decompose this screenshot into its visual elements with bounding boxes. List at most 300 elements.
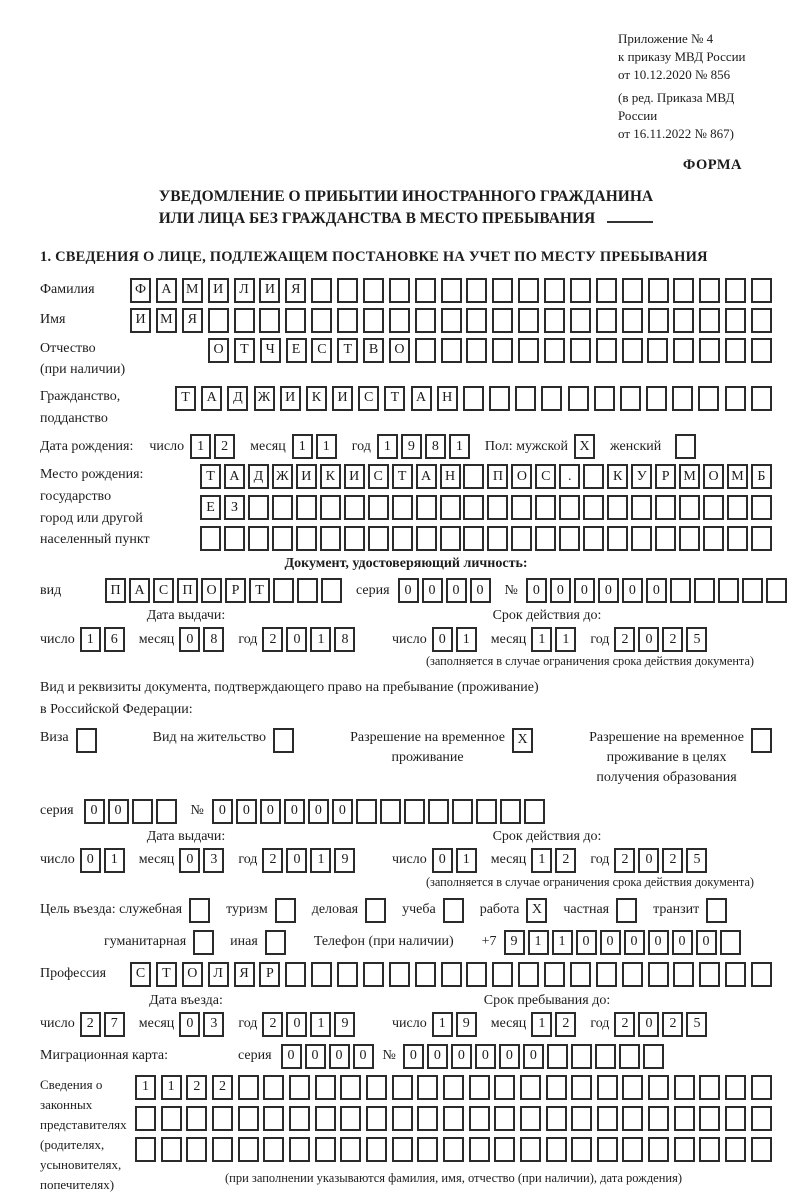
char-cell[interactable] bbox=[674, 1137, 695, 1162]
char-cell[interactable]: О bbox=[389, 338, 410, 363]
char-cell[interactable] bbox=[674, 1106, 695, 1131]
purpose-tourism-checkbox[interactable] bbox=[275, 898, 296, 923]
char-cell[interactable]: 0 bbox=[236, 799, 257, 824]
char-cell[interactable] bbox=[417, 1106, 438, 1131]
char-cell[interactable] bbox=[571, 1044, 592, 1069]
char-cell[interactable]: О bbox=[703, 464, 724, 489]
char-cell[interactable] bbox=[583, 526, 604, 551]
char-cell[interactable]: 0 bbox=[286, 848, 307, 873]
char-cell[interactable] bbox=[476, 799, 497, 824]
char-cell[interactable] bbox=[363, 308, 384, 333]
char-cell[interactable]: 7 bbox=[104, 1012, 125, 1037]
char-cell[interactable] bbox=[725, 386, 746, 411]
char-cell[interactable]: 0 bbox=[696, 930, 717, 955]
char-cell[interactable]: 0 bbox=[638, 627, 659, 652]
char-cell[interactable] bbox=[452, 799, 473, 824]
char-cell[interactable]: С bbox=[153, 578, 174, 603]
char-cell[interactable]: А bbox=[129, 578, 150, 603]
char-cell[interactable]: С bbox=[358, 386, 379, 411]
char-cell[interactable] bbox=[273, 578, 294, 603]
char-cell[interactable] bbox=[673, 308, 694, 333]
char-cell[interactable] bbox=[289, 1075, 310, 1100]
char-cell[interactable]: 0 bbox=[84, 799, 105, 824]
char-cell[interactable] bbox=[699, 278, 720, 303]
temporary-residence-education-checkbox[interactable] bbox=[751, 728, 772, 753]
char-cell[interactable]: Ч bbox=[260, 338, 281, 363]
char-cell[interactable] bbox=[674, 1075, 695, 1100]
char-cell[interactable]: Т bbox=[156, 962, 177, 987]
char-cell[interactable]: М bbox=[727, 464, 748, 489]
char-cell[interactable]: 2 bbox=[555, 848, 576, 873]
char-cell[interactable] bbox=[727, 495, 748, 520]
char-cell[interactable]: О bbox=[182, 962, 203, 987]
char-cell[interactable]: Н bbox=[440, 464, 461, 489]
char-cell[interactable]: 5 bbox=[686, 1012, 707, 1037]
char-cell[interactable] bbox=[520, 1137, 541, 1162]
char-cell[interactable] bbox=[234, 308, 255, 333]
char-cell[interactable]: О bbox=[201, 578, 222, 603]
char-cell[interactable] bbox=[546, 1137, 567, 1162]
char-cell[interactable]: А bbox=[411, 386, 432, 411]
char-cell[interactable] bbox=[311, 962, 332, 987]
char-cell[interactable]: Ж bbox=[254, 386, 275, 411]
char-cell[interactable]: 1 bbox=[292, 434, 313, 459]
char-cell[interactable] bbox=[725, 308, 746, 333]
char-cell[interactable] bbox=[404, 799, 425, 824]
char-cell[interactable] bbox=[559, 495, 580, 520]
char-cell[interactable] bbox=[392, 1137, 413, 1162]
char-cell[interactable]: 2 bbox=[262, 627, 283, 652]
char-cell[interactable] bbox=[518, 308, 539, 333]
char-cell[interactable] bbox=[570, 338, 591, 363]
char-cell[interactable]: 0 bbox=[260, 799, 281, 824]
char-cell[interactable]: . bbox=[559, 464, 580, 489]
char-cell[interactable]: 2 bbox=[614, 1012, 635, 1037]
char-cell[interactable] bbox=[699, 1106, 720, 1131]
char-cell[interactable] bbox=[272, 495, 293, 520]
char-cell[interactable]: Я bbox=[182, 308, 203, 333]
char-cell[interactable] bbox=[487, 495, 508, 520]
char-cell[interactable]: 0 bbox=[179, 627, 200, 652]
char-cell[interactable] bbox=[648, 278, 669, 303]
char-cell[interactable] bbox=[518, 278, 539, 303]
char-cell[interactable]: 1 bbox=[377, 434, 398, 459]
char-cell[interactable] bbox=[751, 1075, 772, 1100]
char-cell[interactable] bbox=[380, 799, 401, 824]
char-cell[interactable] bbox=[596, 278, 617, 303]
char-cell[interactable]: Т bbox=[384, 386, 405, 411]
char-cell[interactable] bbox=[727, 526, 748, 551]
char-cell[interactable] bbox=[469, 1137, 490, 1162]
char-cell[interactable]: 2 bbox=[662, 848, 683, 873]
char-cell[interactable]: 8 bbox=[203, 627, 224, 652]
char-cell[interactable]: А bbox=[416, 464, 437, 489]
char-cell[interactable]: С bbox=[368, 464, 389, 489]
char-cell[interactable] bbox=[320, 526, 341, 551]
char-cell[interactable] bbox=[337, 278, 358, 303]
char-cell[interactable] bbox=[285, 308, 306, 333]
char-cell[interactable]: 0 bbox=[329, 1044, 350, 1069]
char-cell[interactable] bbox=[440, 495, 461, 520]
char-cell[interactable]: Т bbox=[200, 464, 221, 489]
char-cell[interactable]: Е bbox=[286, 338, 307, 363]
char-cell[interactable]: 9 bbox=[334, 1012, 355, 1037]
char-cell[interactable]: 1 bbox=[310, 848, 331, 873]
char-cell[interactable]: Ж bbox=[272, 464, 293, 489]
char-cell[interactable]: 0 bbox=[600, 930, 621, 955]
char-cell[interactable] bbox=[648, 308, 669, 333]
char-cell[interactable] bbox=[518, 338, 539, 363]
char-cell[interactable]: 2 bbox=[662, 627, 683, 652]
char-cell[interactable] bbox=[272, 526, 293, 551]
char-cell[interactable]: 6 bbox=[104, 627, 125, 652]
char-cell[interactable] bbox=[524, 799, 545, 824]
char-cell[interactable] bbox=[156, 799, 177, 824]
char-cell[interactable]: 0 bbox=[638, 1012, 659, 1037]
char-cell[interactable]: 3 bbox=[203, 1012, 224, 1037]
char-cell[interactable]: 2 bbox=[262, 848, 283, 873]
char-cell[interactable]: 0 bbox=[286, 627, 307, 652]
char-cell[interactable]: 1 bbox=[432, 1012, 453, 1037]
char-cell[interactable]: Т bbox=[234, 338, 255, 363]
char-cell[interactable]: 0 bbox=[622, 578, 643, 603]
char-cell[interactable] bbox=[161, 1106, 182, 1131]
char-cell[interactable] bbox=[751, 1137, 772, 1162]
char-cell[interactable] bbox=[596, 962, 617, 987]
char-cell[interactable] bbox=[751, 386, 772, 411]
char-cell[interactable] bbox=[135, 1106, 156, 1131]
char-cell[interactable] bbox=[389, 962, 410, 987]
char-cell[interactable]: 2 bbox=[555, 1012, 576, 1037]
char-cell[interactable]: И bbox=[208, 278, 229, 303]
purpose-humanitarian-checkbox[interactable] bbox=[193, 930, 214, 955]
char-cell[interactable] bbox=[597, 1106, 618, 1131]
char-cell[interactable] bbox=[263, 1106, 284, 1131]
char-cell[interactable] bbox=[655, 495, 676, 520]
char-cell[interactable] bbox=[224, 526, 245, 551]
purpose-study-checkbox[interactable] bbox=[443, 898, 464, 923]
char-cell[interactable]: Т bbox=[337, 338, 358, 363]
char-cell[interactable] bbox=[559, 526, 580, 551]
char-cell[interactable] bbox=[720, 930, 741, 955]
char-cell[interactable] bbox=[751, 278, 772, 303]
char-cell[interactable] bbox=[571, 1137, 592, 1162]
char-cell[interactable]: 0 bbox=[475, 1044, 496, 1069]
char-cell[interactable]: О bbox=[511, 464, 532, 489]
char-cell[interactable] bbox=[546, 1106, 567, 1131]
char-cell[interactable] bbox=[263, 1075, 284, 1100]
char-cell[interactable] bbox=[161, 1137, 182, 1162]
char-cell[interactable]: 0 bbox=[427, 1044, 448, 1069]
char-cell[interactable] bbox=[544, 338, 565, 363]
char-cell[interactable] bbox=[607, 495, 628, 520]
char-cell[interactable] bbox=[571, 1075, 592, 1100]
char-cell[interactable] bbox=[248, 526, 269, 551]
char-cell[interactable]: 2 bbox=[80, 1012, 101, 1037]
char-cell[interactable]: 0 bbox=[286, 1012, 307, 1037]
char-cell[interactable] bbox=[296, 526, 317, 551]
char-cell[interactable] bbox=[751, 308, 772, 333]
char-cell[interactable]: Р bbox=[225, 578, 246, 603]
char-cell[interactable]: В bbox=[363, 338, 384, 363]
temporary-residence-checkbox[interactable]: X bbox=[512, 728, 533, 753]
char-cell[interactable]: 0 bbox=[398, 578, 419, 603]
char-cell[interactable] bbox=[463, 526, 484, 551]
char-cell[interactable] bbox=[679, 495, 700, 520]
char-cell[interactable] bbox=[622, 1137, 643, 1162]
char-cell[interactable] bbox=[487, 526, 508, 551]
visa-checkbox[interactable] bbox=[76, 728, 97, 753]
purpose-other-checkbox[interactable] bbox=[265, 930, 286, 955]
char-cell[interactable]: 1 bbox=[531, 627, 552, 652]
female-checkbox[interactable] bbox=[675, 434, 696, 459]
char-cell[interactable]: Д bbox=[227, 386, 248, 411]
char-cell[interactable] bbox=[466, 278, 487, 303]
char-cell[interactable]: 1 bbox=[456, 627, 477, 652]
char-cell[interactable]: И bbox=[259, 278, 280, 303]
char-cell[interactable]: 1 bbox=[528, 930, 549, 955]
char-cell[interactable] bbox=[415, 338, 436, 363]
char-cell[interactable]: 0 bbox=[526, 578, 547, 603]
char-cell[interactable] bbox=[135, 1137, 156, 1162]
char-cell[interactable]: 1 bbox=[80, 627, 101, 652]
char-cell[interactable] bbox=[699, 338, 720, 363]
char-cell[interactable] bbox=[340, 1137, 361, 1162]
char-cell[interactable]: 2 bbox=[662, 1012, 683, 1037]
char-cell[interactable]: 2 bbox=[614, 627, 635, 652]
char-cell[interactable] bbox=[643, 1044, 664, 1069]
char-cell[interactable] bbox=[515, 386, 536, 411]
char-cell[interactable]: 1 bbox=[552, 930, 573, 955]
char-cell[interactable] bbox=[622, 278, 643, 303]
char-cell[interactable] bbox=[311, 278, 332, 303]
char-cell[interactable]: 0 bbox=[305, 1044, 326, 1069]
char-cell[interactable]: 0 bbox=[108, 799, 129, 824]
purpose-private-checkbox[interactable] bbox=[616, 898, 637, 923]
char-cell[interactable]: 5 bbox=[686, 627, 707, 652]
char-cell[interactable] bbox=[466, 962, 487, 987]
char-cell[interactable]: Р bbox=[655, 464, 676, 489]
char-cell[interactable] bbox=[718, 578, 739, 603]
char-cell[interactable]: 0 bbox=[212, 799, 233, 824]
char-cell[interactable] bbox=[703, 526, 724, 551]
char-cell[interactable]: 9 bbox=[334, 848, 355, 873]
char-cell[interactable]: 2 bbox=[262, 1012, 283, 1037]
char-cell[interactable] bbox=[672, 386, 693, 411]
char-cell[interactable] bbox=[699, 308, 720, 333]
char-cell[interactable] bbox=[520, 1075, 541, 1100]
char-cell[interactable] bbox=[511, 495, 532, 520]
char-cell[interactable] bbox=[289, 1106, 310, 1131]
char-cell[interactable] bbox=[699, 1137, 720, 1162]
char-cell[interactable]: 1 bbox=[449, 434, 470, 459]
char-cell[interactable] bbox=[212, 1106, 233, 1131]
char-cell[interactable] bbox=[321, 578, 342, 603]
char-cell[interactable]: 0 bbox=[624, 930, 645, 955]
char-cell[interactable]: Е bbox=[200, 495, 221, 520]
char-cell[interactable] bbox=[596, 308, 617, 333]
char-cell[interactable] bbox=[440, 526, 461, 551]
char-cell[interactable]: С bbox=[130, 962, 151, 987]
char-cell[interactable]: 1 bbox=[316, 434, 337, 459]
char-cell[interactable]: С bbox=[535, 464, 556, 489]
char-cell[interactable] bbox=[492, 962, 513, 987]
char-cell[interactable] bbox=[311, 308, 332, 333]
char-cell[interactable]: Л bbox=[234, 278, 255, 303]
char-cell[interactable] bbox=[725, 278, 746, 303]
char-cell[interactable] bbox=[570, 308, 591, 333]
char-cell[interactable]: М bbox=[182, 278, 203, 303]
char-cell[interactable] bbox=[389, 278, 410, 303]
char-cell[interactable] bbox=[751, 1106, 772, 1131]
char-cell[interactable]: Т bbox=[175, 386, 196, 411]
char-cell[interactable]: З bbox=[224, 495, 245, 520]
char-cell[interactable]: 1 bbox=[531, 1012, 552, 1037]
char-cell[interactable]: И bbox=[332, 386, 353, 411]
char-cell[interactable] bbox=[492, 278, 513, 303]
char-cell[interactable] bbox=[238, 1075, 259, 1100]
char-cell[interactable]: 0 bbox=[499, 1044, 520, 1069]
char-cell[interactable]: 3 bbox=[203, 848, 224, 873]
char-cell[interactable] bbox=[622, 962, 643, 987]
char-cell[interactable]: А bbox=[156, 278, 177, 303]
char-cell[interactable] bbox=[492, 338, 513, 363]
char-cell[interactable]: 0 bbox=[574, 578, 595, 603]
char-cell[interactable] bbox=[263, 1137, 284, 1162]
char-cell[interactable] bbox=[320, 495, 341, 520]
char-cell[interactable] bbox=[392, 1075, 413, 1100]
char-cell[interactable] bbox=[463, 464, 484, 489]
char-cell[interactable]: 0 bbox=[353, 1044, 374, 1069]
char-cell[interactable] bbox=[520, 1106, 541, 1131]
char-cell[interactable] bbox=[622, 1106, 643, 1131]
char-cell[interactable] bbox=[344, 526, 365, 551]
char-cell[interactable]: А bbox=[201, 386, 222, 411]
char-cell[interactable] bbox=[238, 1106, 259, 1131]
char-cell[interactable] bbox=[648, 1106, 669, 1131]
char-cell[interactable]: Ф bbox=[130, 278, 151, 303]
char-cell[interactable]: 0 bbox=[598, 578, 619, 603]
char-cell[interactable]: А bbox=[224, 464, 245, 489]
char-cell[interactable] bbox=[494, 1075, 515, 1100]
char-cell[interactable] bbox=[594, 386, 615, 411]
char-cell[interactable] bbox=[428, 799, 449, 824]
char-cell[interactable] bbox=[583, 464, 604, 489]
char-cell[interactable] bbox=[212, 1137, 233, 1162]
char-cell[interactable] bbox=[679, 526, 700, 551]
char-cell[interactable] bbox=[389, 308, 410, 333]
char-cell[interactable] bbox=[356, 799, 377, 824]
char-cell[interactable] bbox=[285, 962, 306, 987]
char-cell[interactable] bbox=[344, 495, 365, 520]
char-cell[interactable] bbox=[631, 495, 652, 520]
char-cell[interactable] bbox=[698, 386, 719, 411]
char-cell[interactable]: 1 bbox=[456, 848, 477, 873]
char-cell[interactable] bbox=[392, 495, 413, 520]
char-cell[interactable] bbox=[725, 338, 746, 363]
char-cell[interactable]: 9 bbox=[504, 930, 525, 955]
char-cell[interactable] bbox=[208, 308, 229, 333]
char-cell[interactable]: 1 bbox=[190, 434, 211, 459]
char-cell[interactable] bbox=[441, 338, 462, 363]
char-cell[interactable] bbox=[337, 962, 358, 987]
char-cell[interactable] bbox=[297, 578, 318, 603]
char-cell[interactable] bbox=[596, 338, 617, 363]
char-cell[interactable] bbox=[494, 1106, 515, 1131]
purpose-transit-checkbox[interactable] bbox=[706, 898, 727, 923]
char-cell[interactable] bbox=[443, 1137, 464, 1162]
char-cell[interactable]: О bbox=[208, 338, 229, 363]
char-cell[interactable] bbox=[597, 1137, 618, 1162]
char-cell[interactable]: С bbox=[311, 338, 332, 363]
char-cell[interactable]: П bbox=[177, 578, 198, 603]
char-cell[interactable]: И bbox=[280, 386, 301, 411]
char-cell[interactable]: К bbox=[607, 464, 628, 489]
char-cell[interactable]: Д bbox=[248, 464, 269, 489]
char-cell[interactable] bbox=[648, 1137, 669, 1162]
char-cell[interactable] bbox=[518, 962, 539, 987]
char-cell[interactable] bbox=[648, 1075, 669, 1100]
char-cell[interactable] bbox=[337, 308, 358, 333]
char-cell[interactable]: 8 bbox=[334, 627, 355, 652]
char-cell[interactable] bbox=[619, 1044, 640, 1069]
char-cell[interactable] bbox=[571, 1106, 592, 1131]
char-cell[interactable]: 1 bbox=[161, 1075, 182, 1100]
char-cell[interactable] bbox=[315, 1075, 336, 1100]
char-cell[interactable] bbox=[441, 278, 462, 303]
char-cell[interactable] bbox=[340, 1106, 361, 1131]
char-cell[interactable] bbox=[607, 526, 628, 551]
char-cell[interactable]: 2 bbox=[186, 1075, 207, 1100]
char-cell[interactable]: 9 bbox=[456, 1012, 477, 1037]
char-cell[interactable] bbox=[646, 386, 667, 411]
char-cell[interactable] bbox=[546, 1075, 567, 1100]
char-cell[interactable]: 0 bbox=[550, 578, 571, 603]
char-cell[interactable]: Б bbox=[751, 464, 772, 489]
char-cell[interactable]: 0 bbox=[672, 930, 693, 955]
char-cell[interactable] bbox=[655, 526, 676, 551]
male-checkbox[interactable]: X bbox=[574, 434, 595, 459]
char-cell[interactable] bbox=[742, 578, 763, 603]
char-cell[interactable] bbox=[492, 308, 513, 333]
char-cell[interactable] bbox=[725, 1106, 746, 1131]
char-cell[interactable] bbox=[699, 1075, 720, 1100]
char-cell[interactable] bbox=[694, 578, 715, 603]
char-cell[interactable] bbox=[751, 526, 772, 551]
char-cell[interactable] bbox=[673, 338, 694, 363]
char-cell[interactable]: 0 bbox=[403, 1044, 424, 1069]
char-cell[interactable]: 0 bbox=[432, 627, 453, 652]
char-cell[interactable] bbox=[703, 495, 724, 520]
char-cell[interactable] bbox=[238, 1137, 259, 1162]
char-cell[interactable] bbox=[366, 1137, 387, 1162]
char-cell[interactable] bbox=[673, 962, 694, 987]
char-cell[interactable] bbox=[547, 1044, 568, 1069]
char-cell[interactable] bbox=[366, 1106, 387, 1131]
char-cell[interactable]: 0 bbox=[80, 848, 101, 873]
char-cell[interactable]: 0 bbox=[179, 1012, 200, 1037]
char-cell[interactable] bbox=[647, 338, 668, 363]
char-cell[interactable]: 1 bbox=[135, 1075, 156, 1100]
char-cell[interactable] bbox=[622, 308, 643, 333]
char-cell[interactable]: 0 bbox=[648, 930, 669, 955]
char-cell[interactable] bbox=[443, 1075, 464, 1100]
char-cell[interactable]: 0 bbox=[523, 1044, 544, 1069]
char-cell[interactable]: Я bbox=[285, 278, 306, 303]
char-cell[interactable]: 2 bbox=[214, 434, 235, 459]
char-cell[interactable] bbox=[463, 386, 484, 411]
char-cell[interactable] bbox=[751, 962, 772, 987]
